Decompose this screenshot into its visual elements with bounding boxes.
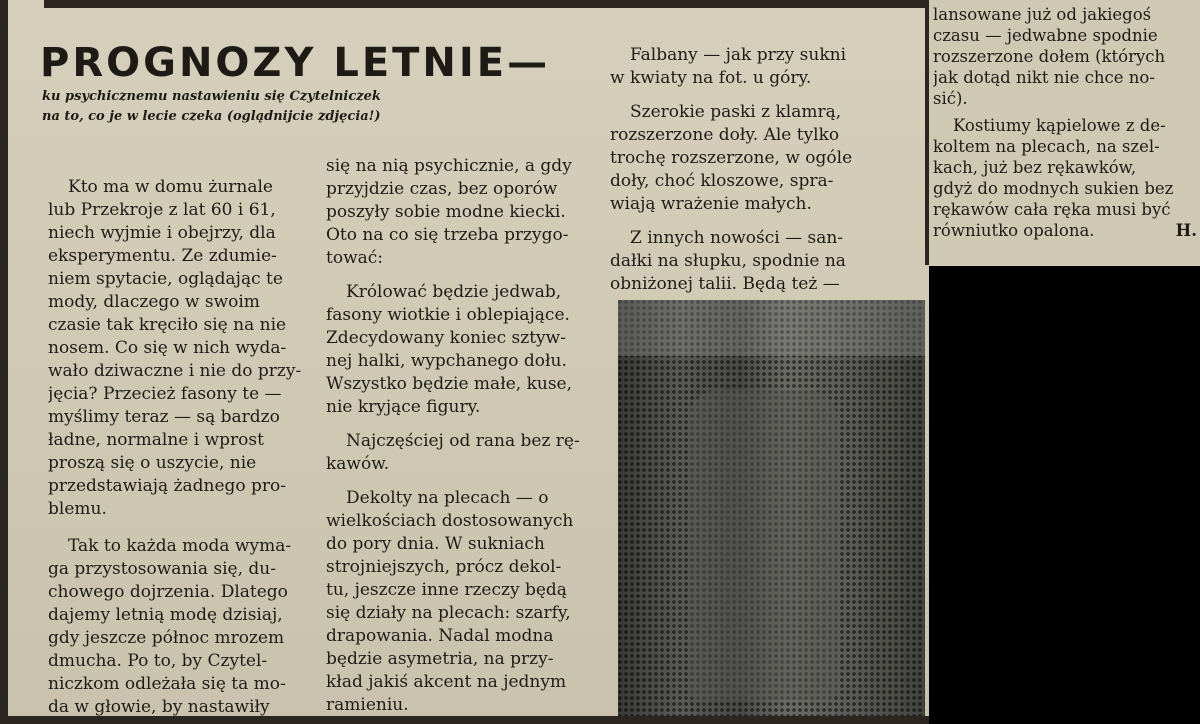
text-line: Królować będzie jedwab, xyxy=(346,282,562,302)
column-1 xyxy=(48,176,310,719)
text-line: kawów. xyxy=(326,454,390,474)
text-line: nosem. Co się w nich wyda- xyxy=(48,338,287,358)
text-line: jak dotąd nikt nie chce no- xyxy=(933,68,1155,87)
text-line: lansowane już od jakiegoś xyxy=(933,5,1152,24)
text-line: gdyż do modnych sukien bez xyxy=(933,179,1174,198)
text-line: niczkom odleżała się ta mo- xyxy=(48,674,286,694)
text-line: nej halki, wypchanego dołu. xyxy=(326,351,567,371)
text-line: strojniejszych, prócz dekol- xyxy=(326,557,562,577)
paragraph xyxy=(48,176,310,521)
text-line: do pory dnia. W sukniach xyxy=(326,534,545,554)
fashion-photo xyxy=(618,300,925,716)
text-line: kład jakiś akcent na jednym xyxy=(326,672,567,692)
text-line: kach, już bez rękawków, xyxy=(933,158,1137,177)
text-line: ładne, normalne i wprost xyxy=(48,430,264,450)
text-line: się działy na plecach: szarfy, xyxy=(326,603,571,623)
text-line: Kostiumy kąpielowe z de- xyxy=(953,116,1166,135)
text-line: rękawów cała ręka musi być xyxy=(933,200,1171,219)
text-line: blemu. xyxy=(48,499,107,519)
text-line: tu, jeszcze inne rzeczy będą xyxy=(326,580,567,600)
text-line: da w głowie, by nastawiły xyxy=(48,697,270,717)
text-line: koltem na plecach, na szel- xyxy=(933,137,1160,156)
paragraph xyxy=(326,281,598,419)
text-line: proszą się o uszycie, nie xyxy=(48,453,257,473)
paragraph xyxy=(326,487,598,717)
article-subtitle xyxy=(42,87,512,127)
text-line: poszyły sobie modne kiecki. xyxy=(326,202,566,222)
text-line: wiają wrażenie małych. xyxy=(610,194,812,214)
text-line: ramieniu. xyxy=(326,695,409,715)
text-line: Najczęściej od rana bez rę- xyxy=(346,431,580,451)
text-line: doły, choć kloszowe, spra- xyxy=(610,171,834,191)
text-line: Szerokie paski z klamrą, xyxy=(630,102,842,122)
text-line: gdy jeszcze północ mrozem xyxy=(48,628,285,648)
text-line: eksperymentu. Ze zdumie- xyxy=(48,246,277,266)
subtitle-line: na to, co je w lecie czeka (oglądnijcie zdjęcia!) xyxy=(42,109,381,124)
text-line: lub Przekroje z lat 60 i 61, xyxy=(48,200,276,220)
text-line: wielkościach dostosowanych xyxy=(326,511,574,531)
paragraph xyxy=(610,44,878,90)
text-line: ga przystosowania się, du- xyxy=(48,559,276,579)
text-line: dajemy letnią modę dzisiaj, xyxy=(48,605,283,625)
blank-black-area xyxy=(929,266,1200,724)
text-line: obniżonej talii. Będą też — xyxy=(610,274,840,294)
text-line: tować: xyxy=(326,248,384,268)
text-line: jęcia? Przecież fasony te — xyxy=(48,384,282,404)
paragraph xyxy=(610,101,878,216)
text-line: trochę rozszerzone, w ogóle xyxy=(610,148,853,168)
text-line: niech wyjmie i obejrzy, dla xyxy=(48,223,276,243)
text-line: Falbany — jak przy sukni xyxy=(630,45,847,65)
text-line: przedstawiają żadnego pro- xyxy=(48,476,287,496)
text-line: Tak to każda moda wyma- xyxy=(68,536,292,556)
paragraph xyxy=(933,4,1200,109)
text-line: chowego dojrzenia. Dlatego xyxy=(48,582,288,602)
subtitle-line: ku psychicznemu nastawieniu się Czytelniczek xyxy=(42,89,381,104)
text-line: drapowania. Nadal modna xyxy=(326,626,554,646)
paragraph xyxy=(326,155,598,270)
text-line: wało dziwaczne i nie do przy- xyxy=(48,361,302,381)
text-line: w kwiaty na fot. u góry. xyxy=(610,68,812,88)
text-line: Dekolty na plecach — o xyxy=(346,488,549,508)
left-rule xyxy=(0,0,8,724)
text-line: Zdecydowany koniec sztyw- xyxy=(326,328,566,348)
text-line: niem spytacie, oglądając te xyxy=(48,269,283,289)
column-4 xyxy=(933,4,1200,241)
text-line: czasu — jedwabne spodnie xyxy=(933,26,1158,45)
column-3 xyxy=(610,44,878,296)
text-line: rozszerzone dołem (których xyxy=(933,47,1166,66)
author-signature: H. xyxy=(1175,221,1197,240)
text-line: sić). xyxy=(933,89,968,108)
text-line: fasony wiotkie i oblepiające. xyxy=(326,305,570,325)
paragraph xyxy=(326,430,598,476)
text-line: nie kryjące figury. xyxy=(326,397,481,417)
text-line: przyjdzie czas, bez oporów xyxy=(326,179,558,199)
text-line: Oto na co się trzeba przygo- xyxy=(326,225,569,245)
text-line: będzie asymetria, na przy- xyxy=(326,649,554,669)
text-line: czasie tak kręciło się na nie xyxy=(48,315,287,335)
article-title: PROGNOZY LETNIE— xyxy=(40,40,551,86)
text-line: Kto ma w domu żurnale xyxy=(68,177,273,197)
text-line: mody, dlaczego w swoim xyxy=(48,292,260,312)
paragraph xyxy=(48,535,310,719)
text-line: Z innych nowości — san- xyxy=(630,228,844,248)
text-line: się na nią psychicznie, a gdy xyxy=(326,156,572,176)
text-line: rozszerzone doły. Ale tylko xyxy=(610,125,840,145)
text-line: dmucha. Po to, by Czytel- xyxy=(48,651,268,671)
text-line: dałki na słupku, spodnie na xyxy=(610,251,846,271)
text-line: Wszystko będzie małe, kuse, xyxy=(326,374,573,394)
paragraph xyxy=(933,115,1200,241)
paragraph xyxy=(610,227,878,296)
text-line: równiutko opalona. H. xyxy=(933,221,1197,240)
top-rule xyxy=(44,0,928,8)
column-2 xyxy=(326,155,598,717)
text-line: myślimy teraz — są bardzo xyxy=(48,407,280,427)
